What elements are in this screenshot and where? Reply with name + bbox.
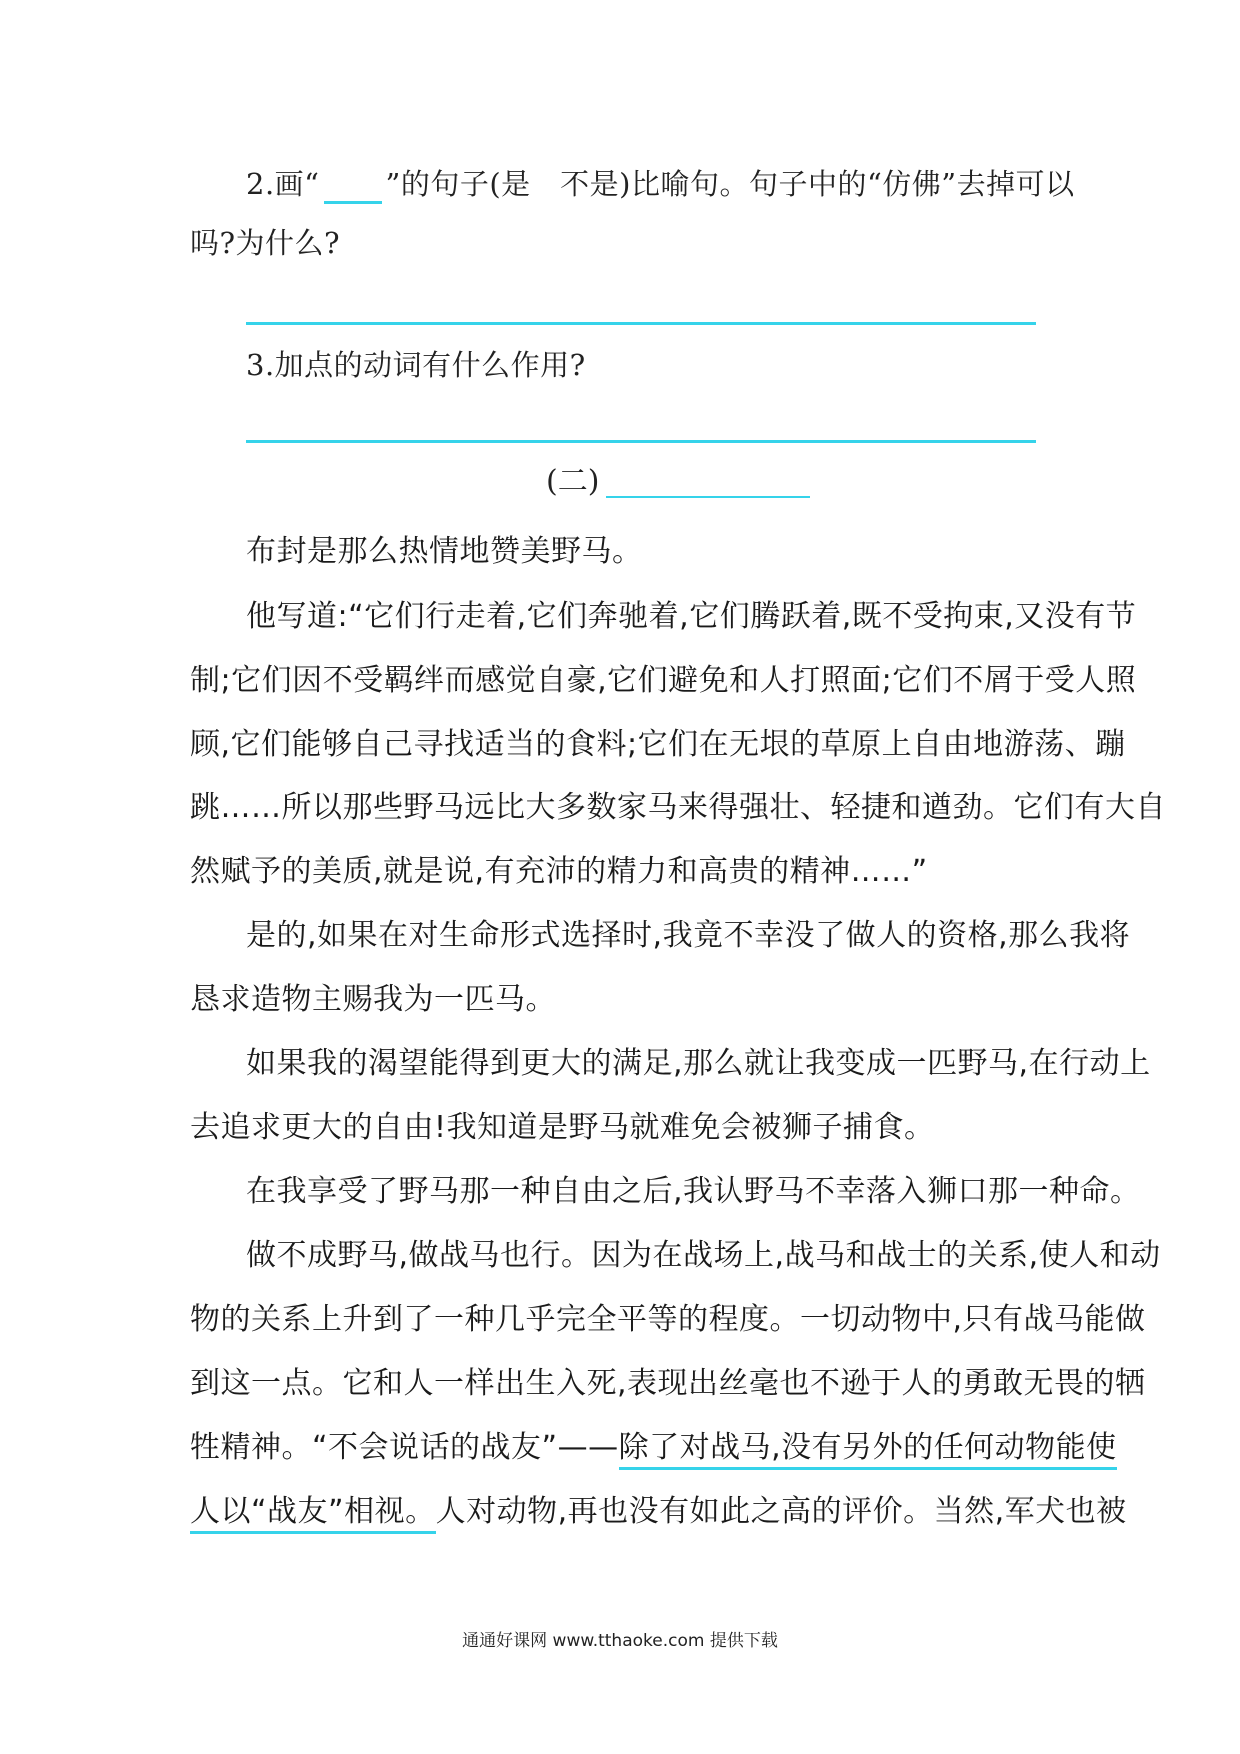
passage-p5: 在我享受了野马那一种自由之后,我认野马不幸落入狮口那一种命。 [246, 1174, 1141, 1209]
section-title-blank[interactable] [606, 496, 810, 498]
passage-p2-line-5: 然赋予的美质,就是说,有充沛的精力和高贵的精神……” [190, 854, 928, 889]
question-3: 3.加点的动词有什么作用? [246, 348, 586, 382]
answer-line-question-3[interactable] [246, 440, 1036, 443]
section-title: (二) [546, 464, 600, 499]
question-2-blank-sample [324, 175, 382, 204]
passage-p2-line-2: 制;它们因不受羁绊而感觉自豪,它们避免和人打照面;它们不屑于受人照 [190, 663, 1137, 698]
passage-p3-line-2: 恳求造物主赐我为一匹马。 [190, 982, 556, 1017]
underlined-sentence-part-2: 人以“战友”相视。 [190, 1494, 436, 1534]
passage-p4-line-2: 去追求更大的自由!我知道是野马就难免会被狮子捕食。 [190, 1110, 935, 1145]
question-2-text: ”的句子(是 不是)比喻句。句子中的“仿佛”去掉可以 [385, 167, 1075, 201]
answer-line-question-2[interactable] [246, 322, 1036, 325]
question-2-line-1 [246, 164, 1186, 204]
passage-p3-line-1: 是的,如果在对生命形式选择时,我竟不幸没了做人的资格,那么我将 [246, 918, 1131, 953]
passage-p6-line-2: 物的关系上升到了一种几乎完全平等的程度。一切动物中,只有战马能做 [190, 1302, 1146, 1337]
passage-p6-line-4 [190, 1428, 1130, 1468]
passage-p2-line-4: 跳……所以那些野马远比大多数家马来得强壮、轻捷和遒劲。它们有大自 [190, 790, 1166, 825]
question-2-line-2: 吗?为什么? [190, 226, 341, 260]
passage-p6-line-4-plain: 牲精神。“不会说话的战友”—— [190, 1430, 619, 1465]
passage-p6-line-1: 做不成野马,做战马也行。因为在战场上,战马和战士的关系,使人和动 [246, 1238, 1161, 1273]
passage-paragraph-1: 布封是那么热情地赞美野马。 [246, 534, 643, 569]
passage-p2-line-3: 顾,它们能够自己寻找适当的食料;它们在无垠的草原上自由地游荡、蹦 [190, 727, 1126, 762]
passage-p6-line-5-plain: 人对动物,再也没有如此之高的评价。当然,军犬也被 [435, 1494, 1127, 1529]
page-footer: 通通好课网 www.tthaoke.com 提供下载 [462, 1631, 778, 1651]
passage-p4-line-1: 如果我的渴望能得到更大的满足,那么就让我变成一匹野马,在行动上 [246, 1046, 1151, 1081]
passage-p6-line-5 [190, 1492, 1130, 1532]
question-2-prefix: 2.画“ [246, 167, 320, 201]
passage-p2-line-1: 他写道:“它们行走着,它们奔驰着,它们腾跃着,既不受拘束,又没有节 [246, 599, 1137, 634]
passage-p6-line-3: 到这一点。它和人一样出生入死,表现出丝毫也不逊于人的勇敢无畏的牺 [190, 1366, 1146, 1401]
underlined-sentence-part-1: 除了对战马,没有另外的任何动物能使 [619, 1430, 1117, 1470]
